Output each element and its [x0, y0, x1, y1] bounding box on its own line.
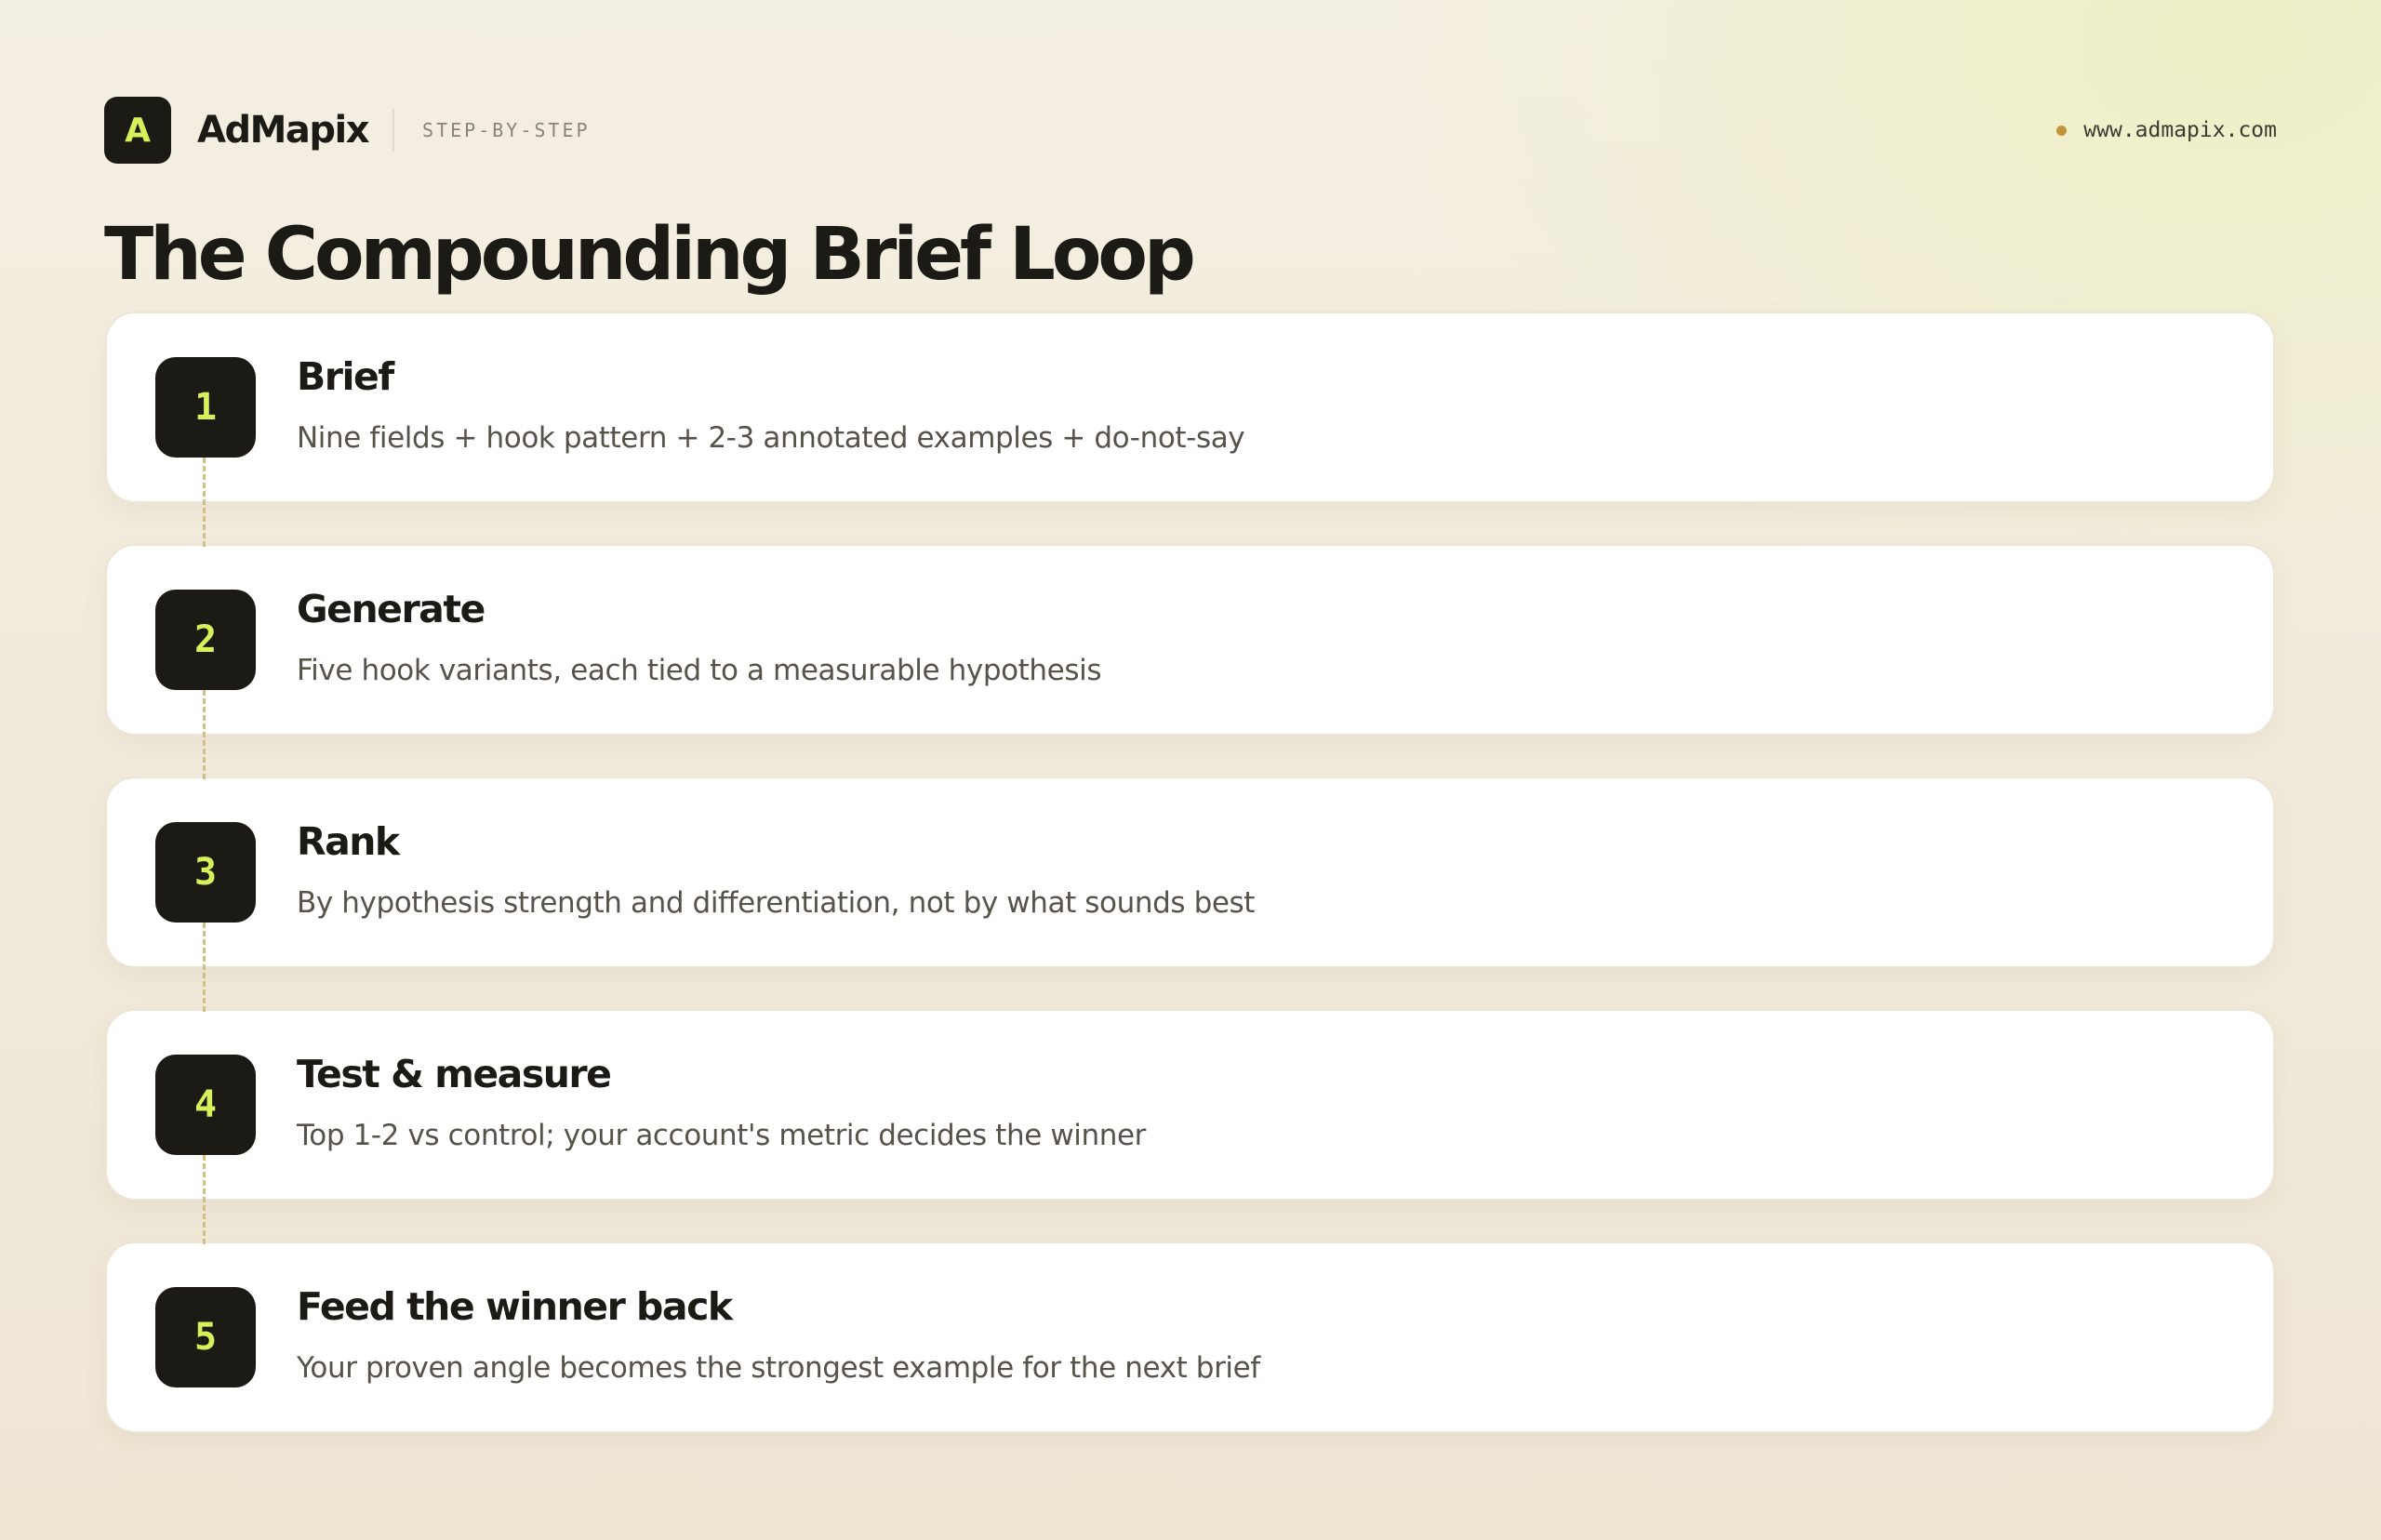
step-connector	[203, 1155, 206, 1244]
step-description: Your proven angle becomes the strongest example for the next brief	[297, 1351, 1260, 1385]
step-title: Test & measure	[297, 1052, 611, 1096]
brand-tag: STEP-BY-STEP	[422, 119, 591, 141]
step-connector	[203, 458, 206, 547]
page-title: The Compounding Brief Loop	[104, 213, 1192, 297]
step-card-3	[105, 777, 2275, 968]
step-connector	[203, 923, 206, 1012]
step-card-5	[105, 1241, 2275, 1433]
step-card-4	[105, 1009, 2275, 1201]
step-number-badge: 2	[155, 590, 256, 690]
step-number-badge: 4	[155, 1055, 256, 1155]
logo-mark: A	[104, 97, 171, 164]
step-title: Brief	[297, 354, 393, 399]
brand-divider	[392, 109, 394, 152]
step-number-badge: 1	[155, 357, 256, 458]
step-connector	[203, 690, 206, 779]
step-card-1	[105, 312, 2275, 503]
steps-list	[105, 312, 2275, 1433]
site-link	[2056, 118, 2277, 142]
site-url: www.admapix.com	[2083, 118, 2277, 142]
step-title: Rank	[297, 819, 399, 864]
header	[104, 97, 2277, 164]
step-number-badge: 5	[155, 1287, 256, 1387]
brand-name: AdMapix	[197, 109, 369, 152]
step-description: By hypothesis strength and differentiation, not by what sounds best	[297, 886, 1256, 920]
step-card-2	[105, 544, 2275, 736]
step-description: Five hook variants, each tied to a measurable hypothesis	[297, 654, 1102, 687]
step-title: Feed the winner back	[297, 1284, 732, 1329]
site-dot-icon	[2056, 126, 2067, 136]
step-description: Nine fields + hook pattern + 2-3 annotated examples + do-not-say	[297, 421, 1245, 455]
step-title: Generate	[297, 587, 485, 631]
step-number-badge: 3	[155, 822, 256, 923]
step-description: Top 1-2 vs control; your account's metric decides the winner	[297, 1119, 1146, 1152]
